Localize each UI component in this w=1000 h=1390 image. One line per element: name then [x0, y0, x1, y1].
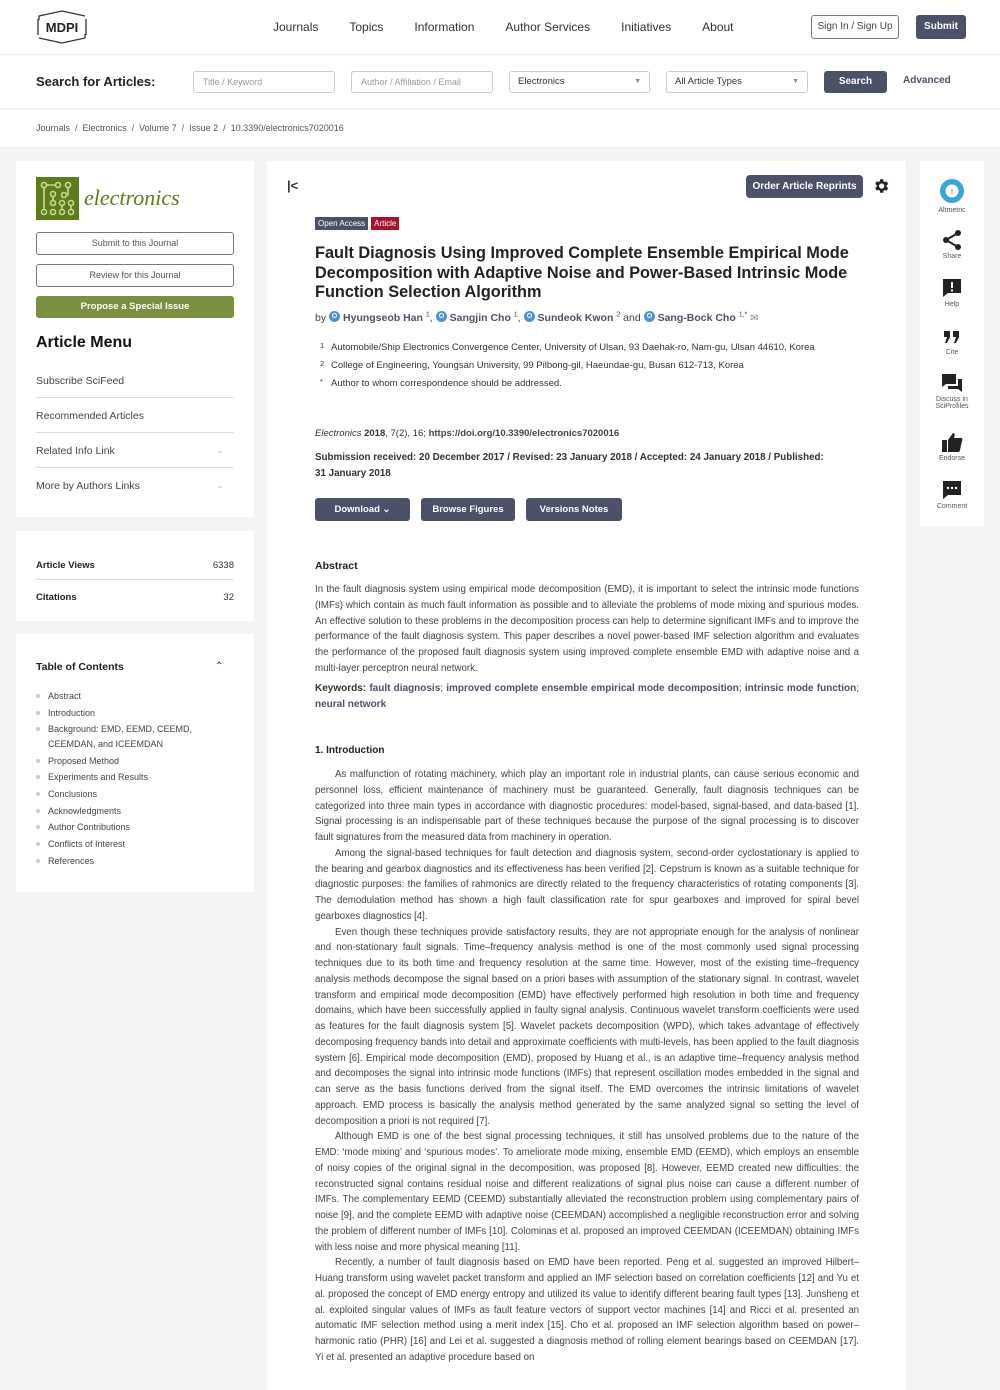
menu-item-more-by-authors[interactable]	[36, 468, 234, 503]
toc-item[interactable]: Acknowledgments	[36, 804, 236, 819]
affiliation-number: 1	[320, 341, 325, 350]
toc-list	[36, 689, 236, 870]
toc-item[interactable]: Author Contributions	[36, 820, 236, 835]
discussion-icon	[940, 372, 964, 394]
breadcrumb-separator: /	[181, 123, 185, 133]
altmetric-button[interactable]	[920, 177, 984, 214]
toc-item[interactable]: Proposed Method	[36, 754, 236, 769]
share-label: Share	[942, 253, 962, 260]
article-panel	[267, 161, 906, 1390]
submit-to-journal-button[interactable]: Submit to this Journal	[36, 232, 234, 255]
article-views-row	[36, 560, 234, 580]
submit-button[interactable]: Submit	[916, 15, 966, 39]
dropdown-caret-icon: ▼	[634, 78, 641, 85]
top-navbar	[0, 0, 1000, 55]
email-icon[interactable]: ✉	[750, 313, 759, 324]
review-for-journal-button[interactable]: Review for this Journal	[36, 264, 234, 287]
citations-label: Citations	[36, 592, 77, 603]
breadcrumb-separator: /	[223, 123, 226, 133]
author-name[interactable]: Sundeok Kwon	[537, 312, 614, 324]
keywords: Keywords: fault diagnosis; improved complete ensemble empirical mode decomposition; intrinsic mode function; neural network	[315, 683, 860, 710]
cite-label: Cite	[945, 349, 959, 356]
comment-button[interactable]	[920, 479, 984, 510]
by-label: by	[315, 312, 327, 324]
right-action-rail	[920, 161, 984, 526]
affiliation-item	[315, 358, 845, 374]
toc-item[interactable]: Experiments and Results	[36, 770, 236, 785]
journal-select-value: Electronics	[518, 76, 565, 87]
title-keyword-input[interactable]: Title / Keyword	[193, 71, 335, 93]
sign-in-button[interactable]: Sign In / Sign Up	[811, 15, 899, 39]
menu-item-label: More by Authors Links	[36, 480, 140, 492]
collapse-sidebar-icon[interactable]: |<	[287, 178, 299, 193]
citation-line	[315, 428, 619, 439]
svg-text:!: !	[951, 189, 953, 196]
menu-item-subscribe-scifeed[interactable]	[36, 363, 234, 398]
breadcrumb-electronics[interactable]: Electronics	[82, 123, 127, 133]
publication-dates: Submission received: 20 December 2017 / Revised: 23 January 2018 / Accepted: 24 January 2018 / Published: 31 January 2018	[315, 452, 824, 479]
quote-icon	[941, 327, 963, 347]
author-affiliation-input[interactable]: Author / Affiliation / Email	[351, 71, 493, 93]
comment-icon	[941, 479, 963, 501]
paragraph: Recently, a number of fault diagnosis based on EMD have been reported. Peng et al. suggested an improved Hilbert–Huang transform using wavelet packet transform and applied an IMF selection based on correlation coefficients [12] and Yu et al. proposed the concept of EMD energy entropy and utilized its value to identify different bearing fault types [13]. Junsheng et al. exploited singular values of IMFs as fault feature vectors of support vector machines [14] and Ricci et al. presented an automatic IMF selection method using a merit index [15]. Cho et al. proposed an IMF selection algorithm based on power–harmonic ratio (PHR) [16] and Lei et al. suggested a diagnosis method of rolling element bearings based on CEEMDAN [17]. Yi et al. presented an adaptive procedure based on	[315, 1257, 859, 1363]
author-affiliation-sup: 2	[616, 311, 621, 319]
toc-item[interactable]: Conflicts of Interest	[36, 837, 236, 852]
menu-item-related-info-link[interactable]	[36, 433, 234, 468]
affiliation-item	[315, 340, 845, 356]
citation-year: 2018	[364, 428, 386, 439]
breadcrumb-separator: /	[75, 123, 78, 133]
paragraph: Even though these techniques provide satisfactory results, they are not appropriate enough for the analysis of nonlinear and non-stationary fault signals. Time–frequency analysis method is one of the most commonly used signal processing techniques due to its both time and frequency resolution at the same time. However, most of the existing time–frequency analysis methods decompose the signal based on a priori bases with assumption of the stationary signal. In contrast, wavelet transform and empirical mode decomposition (EMD) have effectively performed high resolution in both time and frequency domains, which have been successfully applied in faulty signal analysis. Continuous wavelet transform coefficients were used as features for the fault diagnosis system [5]. Wavelet packets decomposition (WPD), which takes advantage of effectively decomposing frequency bands into detail and approximate coefficients with multi-levels, has been applied to the fault diagnosis system [6]. Empirical mode decomposition (EMD), proposed by Huang et al., is an adaptive time–frequency analysis method and decomposes the signal into intrinsic mode functions (IMFs) that represent oscillation modes embedded in the signal and can serve as the basis functions derived from the signal itself. The EMD overcomes the intrinsic limitations of wavelet approach. EMD process is basically the analysis method generated by the same analyzed signal so setting the level of decomposition a priori is not required [7].	[315, 926, 859, 1127]
search-button[interactable]: Search	[824, 71, 887, 93]
keyword-link[interactable]: improved complete ensemble empirical mode decomposition	[446, 683, 739, 694]
help-label: Help	[944, 301, 960, 308]
paragraph: Although EMD is one of the best signal processing techniques, it still has unsolved problems due to the nature of the EMD: ‘mode mixing’ and ‘spurious modes’. To ameliorate mode mixing, ensemble EMD (EEMD), which employs an ensemble of noisy copies of the original signal in the decomposition, was proposed [8]. However, EEMD created new difficulties: the reconstructed signal contains residual noise and different realizations of signal plus noise can cause a different number of IMFs. The complementary EEMD (CEEMD) substantially alleviated the reconstruction problem using complementary pairs of noise [9], and the complete EEMD with adaptive noise (CEEMDAN) accomplished a negligible reconstruction error and solving the problem of different number of IMFs [10]. Colominas et al. proposed an improved CEEMDAN (ICEEMDAN) obtaining IMFs with less noise and more physical meaning [11].	[315, 1131, 859, 1253]
author-profile-icon[interactable]	[524, 311, 535, 322]
help-icon	[941, 277, 963, 299]
article-menu-title: Article Menu	[36, 334, 133, 351]
discuss-sciprofiles-button[interactable]	[920, 372, 984, 410]
breadcrumb-journals[interactable]: Journals	[36, 123, 71, 133]
toc-item[interactable]: Conclusions	[36, 787, 236, 802]
affiliation-number: *	[320, 377, 323, 386]
altmetric-label: Altmetric	[938, 207, 966, 214]
menu-item-recommended-articles[interactable]	[36, 398, 234, 433]
nav-author-services[interactable]: Author Services	[505, 20, 591, 34]
journal-select[interactable]	[509, 71, 650, 93]
article-type-badge: Article	[371, 217, 399, 230]
versions-notes-button[interactable]: Versions Notes	[526, 498, 622, 521]
article-badges	[315, 217, 399, 230]
menu-item-label: Recommended Articles	[36, 410, 144, 422]
chevron-down-icon: ⌄	[216, 480, 224, 490]
doi-link[interactable]: https://doi.org/10.3390/electronics7020016	[428, 428, 620, 439]
keywords-label: Keywords:	[315, 683, 367, 694]
journal-logo-icon[interactable]	[36, 177, 79, 220]
endorse-label: Endorse	[938, 455, 966, 462]
breadcrumb-doi[interactable]: 10.3390/electronics7020016	[230, 123, 344, 133]
nav-topics[interactable]: Topics	[349, 20, 384, 34]
toc-title: Table of Contents	[36, 661, 124, 673]
download-button[interactable]	[315, 498, 410, 521]
comment-label: Comment	[936, 503, 968, 510]
svg-text:MDPI: MDPI	[45, 20, 79, 35]
keyword-link[interactable]: intrinsic mode function	[744, 683, 857, 694]
nav-about[interactable]: About	[702, 20, 734, 34]
dropdown-caret-icon: ▼	[792, 78, 799, 85]
chevron-down-icon: ⌄	[216, 445, 224, 455]
discuss-label: Discuss in SciProfiles	[935, 396, 969, 410]
mdpi-logo[interactable]	[35, 10, 89, 44]
breadcrumb-bar	[0, 110, 1000, 148]
affiliation-text: Automobile/Ship Electronics Convergence Center, University of Ulsan, 93 Daehak-ro, Nam-gu, Ulsan 44610, Korea	[331, 342, 815, 353]
nav-information[interactable]: Information	[414, 20, 475, 34]
article-actions	[315, 498, 633, 521]
introduction-heading: 1. Introduction	[315, 745, 385, 756]
keyword-link[interactable]: neural network	[315, 698, 387, 710]
open-access-badge: Open Access	[315, 217, 368, 230]
citations-value: 32	[223, 592, 234, 603]
toc-item[interactable]: Abstract	[36, 689, 236, 704]
keyword-link[interactable]: fault diagnosis	[369, 683, 441, 694]
share-icon	[941, 229, 963, 251]
author-profile-icon[interactable]	[644, 311, 655, 322]
toc-item[interactable]: Introduction	[36, 706, 236, 721]
cite-button[interactable]	[920, 327, 984, 356]
breadcrumb	[36, 123, 344, 133]
endorse-button[interactable]	[920, 431, 984, 462]
breadcrumb-issue[interactable]: Issue 2	[189, 123, 219, 133]
citation-volume: , 7(2), 16;	[385, 428, 429, 439]
author-name[interactable]: Hyungseob Han	[343, 312, 423, 324]
article-title: Fault Diagnosis Using Improved Complete Ensemble Empirical Mode Decomposition with Adaptive Noise and Power-Based Intrinsic Mode Function Selection Algorithm	[315, 244, 849, 301]
article-views-value: 6338	[212, 560, 234, 571]
nav-initiatives[interactable]: Initiatives	[621, 20, 672, 34]
chevron-down-icon: ⌄	[382, 504, 391, 515]
affiliation-text: Author to whom correspondence should be addressed.	[331, 378, 562, 389]
affiliation-item	[315, 376, 845, 392]
affiliations	[315, 340, 845, 394]
and-label: and	[623, 312, 641, 324]
share-button[interactable]	[920, 229, 984, 260]
author-affiliation-sup: 1,*	[738, 311, 748, 319]
paragraph: Among the signal-based techniques for fault detection and diagnosis system, second-order cyclostationary is applied to the bearing and gearbox diagnostics and its effectiveness has been verified [2]. Cepstrum is known as a suitable technique for diagnostic purposes: the families of rahmonics are directly related to the frequency characteristics of rotating components [3]. The demodulation method has shown a high fault classification rate for spur gearboxes and improved for spiral bevel gearboxes diagnostics [4].	[315, 847, 859, 922]
abstract-text: In the fault diagnosis system using empirical mode decomposition (EMD), it is important to select the intrinsic mode functions (IMFs) which contain as much fault information as possible and to alleviate the problems of mode mixing and spurious modes. An effective solution to these problems in the decomposition process can help to determine significant IMFs and to improve the performance of the fault diagnosis system. This paper describes a novel power-based IMF selection algorithm and evaluates the performance of the proposed fault diagnosis system using improved complete ensemble EMD with adaptive noise and a multi-layer perceptron neural network.	[315, 584, 859, 674]
propose-special-issue-button[interactable]: Propose a Special Issue	[36, 296, 234, 318]
journal-card	[16, 161, 254, 517]
affiliation-number: 2	[320, 359, 325, 368]
table-of-contents-card	[16, 634, 254, 892]
introduction-body	[315, 767, 859, 1366]
toc-item[interactable]: References	[36, 854, 236, 869]
author-profile-icon[interactable]	[436, 311, 447, 322]
nav-journals[interactable]: Journals	[273, 20, 319, 34]
abstract-heading: Abstract	[315, 560, 358, 572]
gear-icon[interactable]	[872, 177, 890, 195]
advanced-search-link[interactable]: Advanced	[903, 75, 951, 86]
main-nav	[273, 20, 765, 34]
browse-figures-button[interactable]: Browse Figures	[421, 498, 515, 521]
menu-item-label: Subscribe SciFeed	[36, 375, 125, 387]
author-profile-icon[interactable]	[329, 311, 340, 322]
citation-journal: Electronics	[315, 428, 362, 439]
search-bar	[0, 55, 1000, 109]
paragraph: As malfunction of rotating machinery, which play an important role in industrial plants, can cause serious economic and personnel loss, efficient maintenance of machinery must be guaranteed. Generally, fault diagnosis techniques can be categorized into three main types in accordance with diagnostic procedures: model-based, signal-based, and data-based [1]. Signal processing is an indispensable part of these techniques because the purpose of the signal processing is to discover fault signatures from the measured data from machinery in operation.	[315, 769, 859, 843]
menu-item-label: Related Info Link	[36, 445, 115, 457]
altmetric-icon	[938, 177, 966, 205]
affiliation-text: College of Engineering, Youngsan University, 99 Pilbong-gil, Haeundae-gu, Busan 612-713, Korea	[331, 360, 744, 371]
help-button[interactable]	[920, 277, 984, 308]
search-label: Search for Articles:	[36, 74, 156, 89]
chevron-up-icon[interactable]: ⌃	[215, 661, 224, 672]
article-views-label: Article Views	[36, 560, 95, 571]
breadcrumb-volume[interactable]: Volume 7	[139, 123, 177, 133]
author-affiliation-sup: 1	[425, 311, 430, 319]
author-name[interactable]: Sangjin Cho	[449, 312, 511, 324]
article-stats-card	[16, 531, 254, 621]
thumbs-up-icon	[940, 431, 964, 453]
author-name[interactable]: Sang-Bock Cho	[657, 312, 736, 324]
article-type-select-value: All Article Types	[675, 76, 742, 87]
author-affiliation-sup: 1	[513, 311, 518, 319]
toc-item[interactable]: Background: EMD, EEMD, CEEMD, CEEMDAN, and ICEEMDAN	[36, 722, 236, 751]
article-type-select[interactable]	[666, 71, 808, 93]
download-label: Download	[334, 504, 380, 515]
author-list: by Hyungseob Han $^1$, Sangjin Cho $^1$, Sundeok Kwon $^2$ and Sang-Bock Cho $^{1,*}$ ✉	[315, 311, 759, 324]
journal-name[interactable]: electronics	[84, 185, 180, 210]
breadcrumb-separator: /	[131, 123, 135, 133]
order-reprints-button[interactable]: Order Article Reprints	[746, 175, 863, 198]
